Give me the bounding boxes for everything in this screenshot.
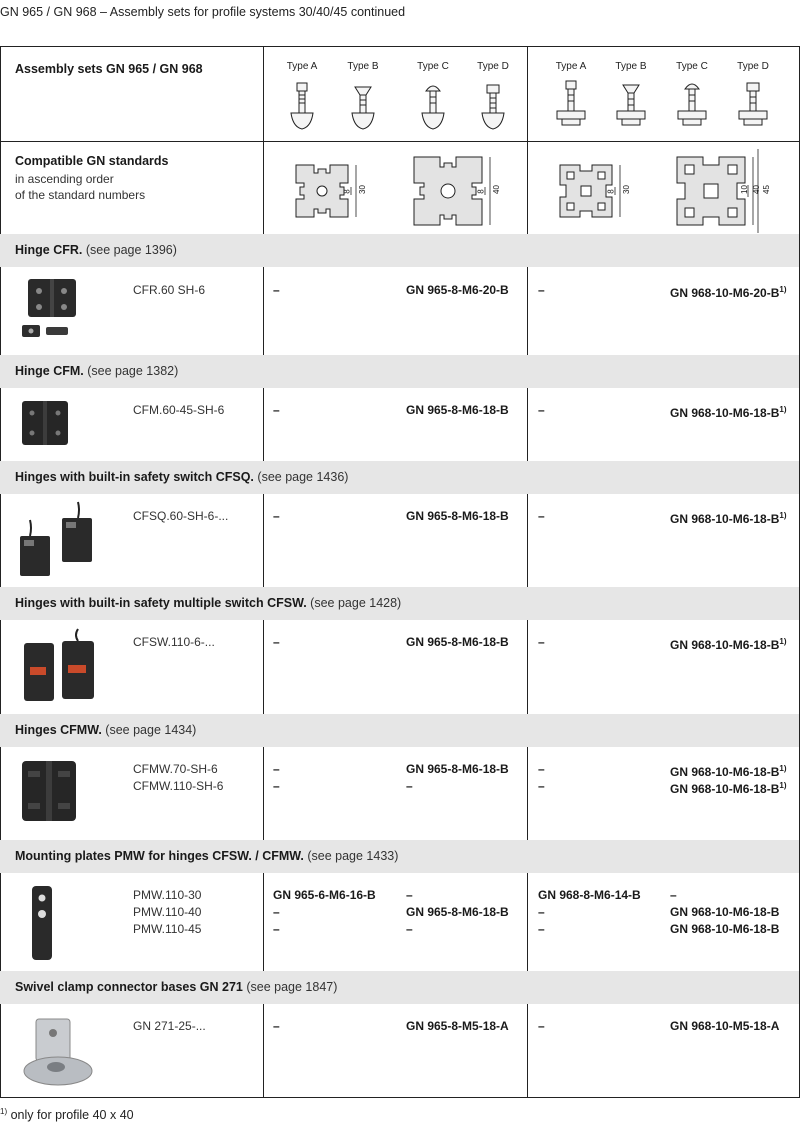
footnote: $^{1)}$ only for profile 40 x 40 <box>0 1107 134 1123</box>
cell-value: GN $968-10-M6-18-B^{1)}$ <box>670 764 787 779</box>
type-label: Type C <box>676 61 708 72</box>
cell-value: – <box>273 905 280 919</box>
dimension-label: 10 <box>739 185 749 194</box>
cell-value: – <box>406 888 413 902</box>
section-title: Hinges with built-in safety switch CFSQ. (see page 1436) <box>15 470 349 484</box>
cell-value: GN 965-8-M6-18-B <box>406 635 509 649</box>
cell-value: – <box>273 1019 280 1033</box>
cell-value: – <box>538 762 545 776</box>
cell-value: – <box>273 403 280 417</box>
cell-value: GN $968-10-M6-18-B^{1)}$ <box>670 511 787 526</box>
type-d-screw-icon <box>482 85 504 129</box>
cell-value: – <box>538 635 545 649</box>
compatible-title: Compatible GN standards <box>15 154 169 168</box>
article-number: GN 271-25-... <box>133 1019 206 1033</box>
section-header <box>0 587 799 620</box>
cell-value: GN 965-8-M6-20-B <box>406 283 509 297</box>
cell-value: GN 965-8-M6-18-B <box>406 509 509 523</box>
cell-value: – <box>538 779 545 793</box>
section-header <box>0 840 799 873</box>
section-header <box>0 714 799 747</box>
article-number: CFR.60 SH-6 <box>133 283 206 297</box>
compatible-line2: of the standard numbers <box>15 188 146 202</box>
section-title: Hinges with built-in safety multiple switch CFSW. (see page 1428) <box>15 596 402 610</box>
cell-value: GN 968-8-M6-14-B <box>538 888 641 902</box>
dimension-label: 40 <box>751 185 761 194</box>
article-number: CFMW.110-SH-6 <box>133 779 224 793</box>
type-d-screw-icon <box>739 83 767 125</box>
cell-value: GN $968-10-M6-18-B^{1)}$ <box>670 405 787 420</box>
cell-value: – <box>273 779 280 793</box>
type-b-screw-icon <box>617 85 645 125</box>
hinge-cfmw-image <box>20 759 80 825</box>
type-label: Type A <box>286 61 318 72</box>
dimension-label: 8 <box>606 189 616 194</box>
article-number: PMW.110-45 <box>133 922 202 936</box>
cell-value: GN 965-8-M6-18-B <box>406 762 509 776</box>
type-b-screw-icon <box>352 87 374 129</box>
page-title: GN 965 / GN 968 – Assembly sets for profile systems 30/40/45 continued <box>0 5 406 19</box>
cell-value: – <box>273 762 280 776</box>
type-label: Type C <box>417 61 449 72</box>
mounting-plate-pmw-image <box>24 884 64 964</box>
section-title: Hinge CFM. (see page 1382) <box>15 364 179 378</box>
cell-value: GN 965-8-M5-18-A <box>406 1019 509 1033</box>
type-label: Type A <box>555 61 587 72</box>
type-label: Type D <box>477 61 509 72</box>
type-a-screw-icon <box>291 83 313 129</box>
cell-value: – <box>538 509 545 523</box>
dimension-label: 45 <box>761 185 771 194</box>
cell-value: – <box>670 888 677 902</box>
cell-value: GN $968-10-M6-18-B^{1)}$ <box>670 781 787 796</box>
section-title: Mounting plates PMW for hinges CFSW. / CFMW. (see page 1433) <box>15 849 399 863</box>
dimension-label: 40 <box>491 185 501 194</box>
section-title: Hinge CFR. (see page 1396) <box>15 243 177 257</box>
cell-value: – <box>538 283 545 297</box>
table-header-title: Assembly sets GN 965 / GN 968 <box>15 62 203 76</box>
cell-value: – <box>273 922 280 936</box>
row-divider <box>0 141 799 142</box>
cell-value: GN 968-10-M6-18-B <box>670 905 780 919</box>
cell-value: – <box>406 779 413 793</box>
cell-value: – <box>406 922 413 936</box>
table-left-border <box>0 47 1 1097</box>
cell-value: – <box>538 1019 545 1033</box>
article-number: CFM.60-45-SH-6 <box>133 403 225 417</box>
hinge-cfm-image <box>18 397 78 453</box>
cell-value: – <box>538 905 545 919</box>
assembly-sets-table <box>0 46 800 1098</box>
section-header <box>0 355 799 388</box>
profile-30-slot8-icon <box>560 165 612 217</box>
type-c-screw-icon <box>678 84 706 125</box>
cell-value: – <box>273 509 280 523</box>
section-header <box>0 971 799 1004</box>
type-a-screw-icon <box>557 81 585 125</box>
type-label: Type B <box>615 61 647 72</box>
type-label: Type D <box>737 61 769 72</box>
cell-value: GN $968-10-M6-20-B^{1)}$ <box>670 285 787 300</box>
article-number: CFMW.70-SH-6 <box>133 762 218 776</box>
assembly-set-drawings <box>264 75 800 133</box>
profile-40-icon <box>414 157 482 225</box>
cell-value: GN 968-10-M6-18-B <box>670 922 780 936</box>
profile-40-45-icon <box>677 157 745 225</box>
cell-value: GN 965-6-M6-16-B <box>273 888 376 902</box>
dimension-label: 8 <box>342 189 352 194</box>
cell-value: – <box>538 922 545 936</box>
section-header <box>0 234 799 267</box>
swivel-clamp-base-image <box>20 1015 96 1093</box>
cell-value: GN $968-10-M6-18-B^{1)}$ <box>670 637 787 652</box>
hinge-cfr-image <box>18 277 88 345</box>
cell-value: GN 965-8-M6-18-B <box>406 403 509 417</box>
type-c-screw-icon <box>422 86 444 129</box>
article-number: CFSW.110-6-... <box>133 635 215 649</box>
compatible-line1: in ascending order <box>15 172 114 186</box>
cell-value: – <box>538 403 545 417</box>
section-header <box>0 461 799 494</box>
cell-value: GN 968-10-M5-18-A <box>670 1019 780 1033</box>
article-number: PMW.110-40 <box>133 905 202 919</box>
section-title: Swivel clamp connector bases GN 271 (see page 1847) <box>15 980 338 994</box>
section-title: Hinges CFMW. (see page 1434) <box>15 723 197 737</box>
dimension-label: 30 <box>621 185 631 194</box>
cell-value: – <box>273 635 280 649</box>
article-number: CFSQ.60-SH-6-... <box>133 509 229 523</box>
hinge-cfsw-image <box>20 627 100 707</box>
hinge-cfsq-image <box>16 500 96 580</box>
dimension-label: 30 <box>357 185 367 194</box>
type-label: Type B <box>347 61 379 72</box>
cell-value: – <box>273 283 280 297</box>
dimension-label: 8 <box>476 189 486 194</box>
profile-30-icon <box>296 165 348 217</box>
cell-value: GN 965-8-M6-18-B <box>406 905 509 919</box>
article-number: PMW.110-30 <box>133 888 202 902</box>
